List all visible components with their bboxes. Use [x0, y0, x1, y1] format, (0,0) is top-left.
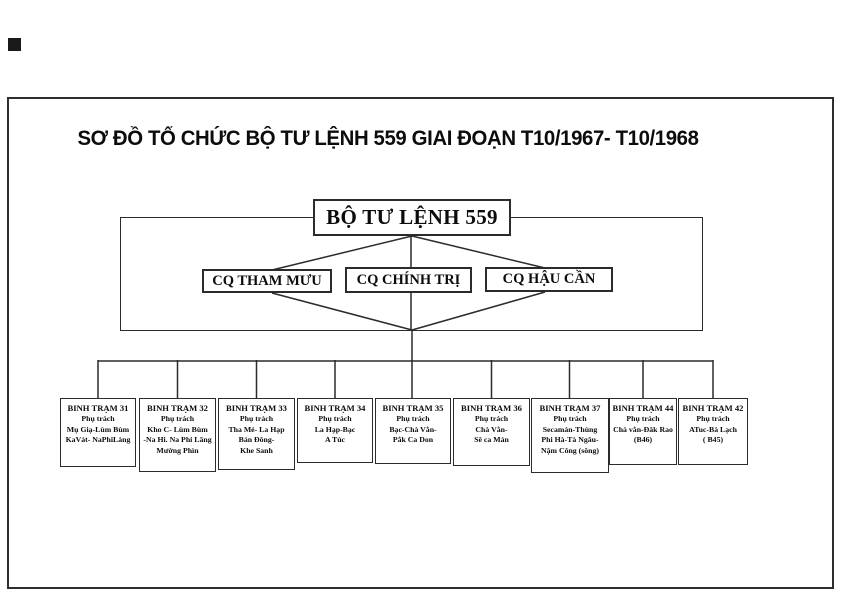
- station-role: Phụ trách: [81, 414, 115, 423]
- node-binh-tram-44: [609, 398, 677, 465]
- station-role: Phụ trách: [396, 414, 430, 423]
- station-area: ( B45): [702, 435, 724, 444]
- station-area: Secamán-Thùng: [542, 424, 598, 434]
- station-area: Chà vằn-Đăk Rao: [613, 424, 673, 434]
- station-title: BINH TRẠM 36: [461, 403, 522, 413]
- diagram-title: SƠ ĐỒ TỔ CHỨC BỘ TƯ LỆNH 559 GIAI ĐOẠN T10/1967- T10/1968: [77, 127, 699, 150]
- station-area: -Na Hi. Na Phi Lãng: [143, 435, 212, 444]
- station-area: Khe Sanh: [240, 445, 273, 455]
- node-label: CQ HẬU CẦN: [502, 271, 596, 287]
- node-binh-tram-34: [297, 398, 373, 463]
- station-area: Mụ Giạ-Lùm Bùm: [66, 424, 130, 434]
- station-area: Tha Mé- La Hạp: [228, 424, 285, 434]
- station-role: Phụ trách: [626, 414, 660, 423]
- station-area: Kho C- Lùm Bùm: [147, 424, 208, 434]
- node-binh-tram-42: [678, 398, 748, 465]
- station-area: Pắk Ca Don: [392, 435, 434, 444]
- node-cq-hau-can: [485, 267, 613, 292]
- station-area: A Túc: [324, 435, 345, 444]
- station-title: BINH TRẠM 34: [304, 403, 366, 413]
- station-title: BINH TRẠM 37: [539, 403, 601, 413]
- node-bo-tu-lenh-559: [313, 199, 511, 236]
- station-area: KaVát- NaPhiLàng: [65, 435, 131, 444]
- node-binh-tram-37: [531, 398, 609, 473]
- node-cq-tham-muu: [202, 269, 332, 293]
- station-title: BINH TRẠM 32: [147, 403, 208, 413]
- station-area: Phi Hà-Tà Ngâu-: [541, 435, 599, 444]
- node-binh-tram-33: [218, 398, 295, 470]
- node-label: CQ CHÍNH TRỊ: [356, 271, 461, 288]
- station-area: Bạc-Chà Vằn-: [389, 424, 437, 434]
- station-role: Phụ trách: [553, 414, 587, 423]
- station-title: BINH TRẠM 33: [226, 403, 287, 413]
- station-role: Phụ trách: [239, 414, 274, 423]
- station-area: Chà Vằn-: [475, 424, 508, 434]
- station-title: BINH TRẠM 35: [382, 403, 444, 413]
- station-area: Nậm Công (sông): [540, 445, 600, 455]
- node-label: BỘ TƯ LỆNH 559: [326, 205, 498, 229]
- station-area: Sê ca Mán: [474, 435, 509, 444]
- station-role: Phụ trách: [474, 414, 509, 423]
- station-area: La Hạp-Bạc: [314, 424, 356, 434]
- station-area: Mường Phìn: [156, 445, 199, 455]
- station-role: Phụ trách: [318, 414, 352, 423]
- station-area: ATuc-Bà Lạch: [689, 424, 737, 434]
- node-binh-tram-31: [60, 398, 136, 467]
- station-title: BINH TRẠM 42: [682, 403, 744, 413]
- station-area: Bản Đông-: [238, 435, 275, 444]
- station-area: (B46): [633, 435, 653, 444]
- station-title: BINH TRẠM 44: [612, 403, 674, 413]
- node-binh-tram-36: [453, 398, 530, 466]
- node-binh-tram-32: [139, 398, 216, 472]
- station-title: BINH TRẠM 31: [67, 403, 129, 413]
- node-cq-chinh-tri: [345, 267, 472, 293]
- node-binh-tram-35: [375, 398, 451, 464]
- node-label: CQ THAM MƯU: [212, 272, 322, 289]
- station-role: Phụ trách: [696, 414, 730, 423]
- station-role: Phụ trách: [160, 414, 195, 423]
